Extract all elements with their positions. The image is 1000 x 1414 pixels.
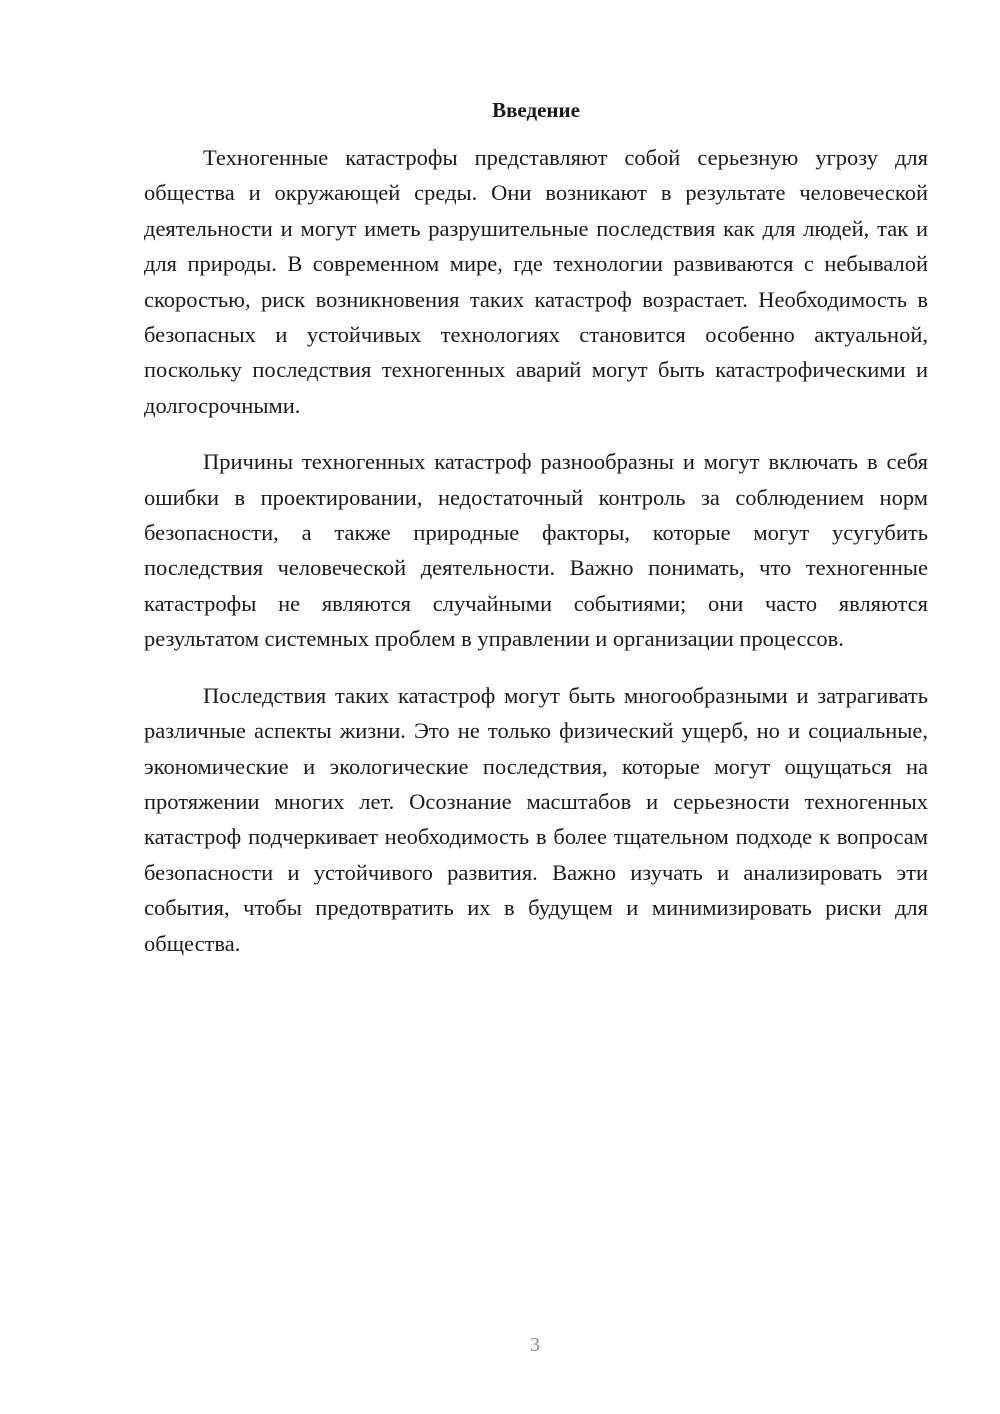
document-body xyxy=(144,94,928,982)
paragraph-3: Последствия таких катастроф могут быть многообразными и затрагивать различные аспекты жизни. Это не только физический ущерб, но и социальные, экономические и экологические последствия, которые могут ощущаться на протяжении многих лет. Осознание масштабов и серьезности техногенных катастроф подчеркивает необходимость в более тщательном подходе к вопросам безопасности и устойчивого развития. Важно изучать и анализировать эти события, чтобы предотвратить их в будущем и минимизировать риски для общества. xyxy=(144,682,928,956)
paragraph-2: Причины техногенных катастроф разнообразны и могут включать в себя ошибки в проектировании, недостаточный контроль за соблюдением норм безопасности, а также природные факторы, которые могут усугубить последствия человеческой деятельности. Важно понимать, что техногенные катастрофы не являются случайными событиями; они часто являются результатом системных проблем в управлении и организации процессов. xyxy=(144,449,928,652)
page-number: 3 xyxy=(530,1334,540,1356)
section-heading: Введение xyxy=(492,98,580,122)
paragraph-1: Техногенные катастрофы представляют собой серьезную угрозу для общества и окружающей среды. Они возникают в результате человеческой деятельности и могут иметь разрушительные последствия как для людей, так и для природы. В современном мире, где технологии развиваются с небывалой скоростью, риск возникновения таких катастроф возрастает. Необходимость в безопасных и устойчивых технологиях становится особенно актуальной, поскольку последствия техногенных аварий могут быть катастрофическими и долгосрочными. xyxy=(144,145,928,418)
